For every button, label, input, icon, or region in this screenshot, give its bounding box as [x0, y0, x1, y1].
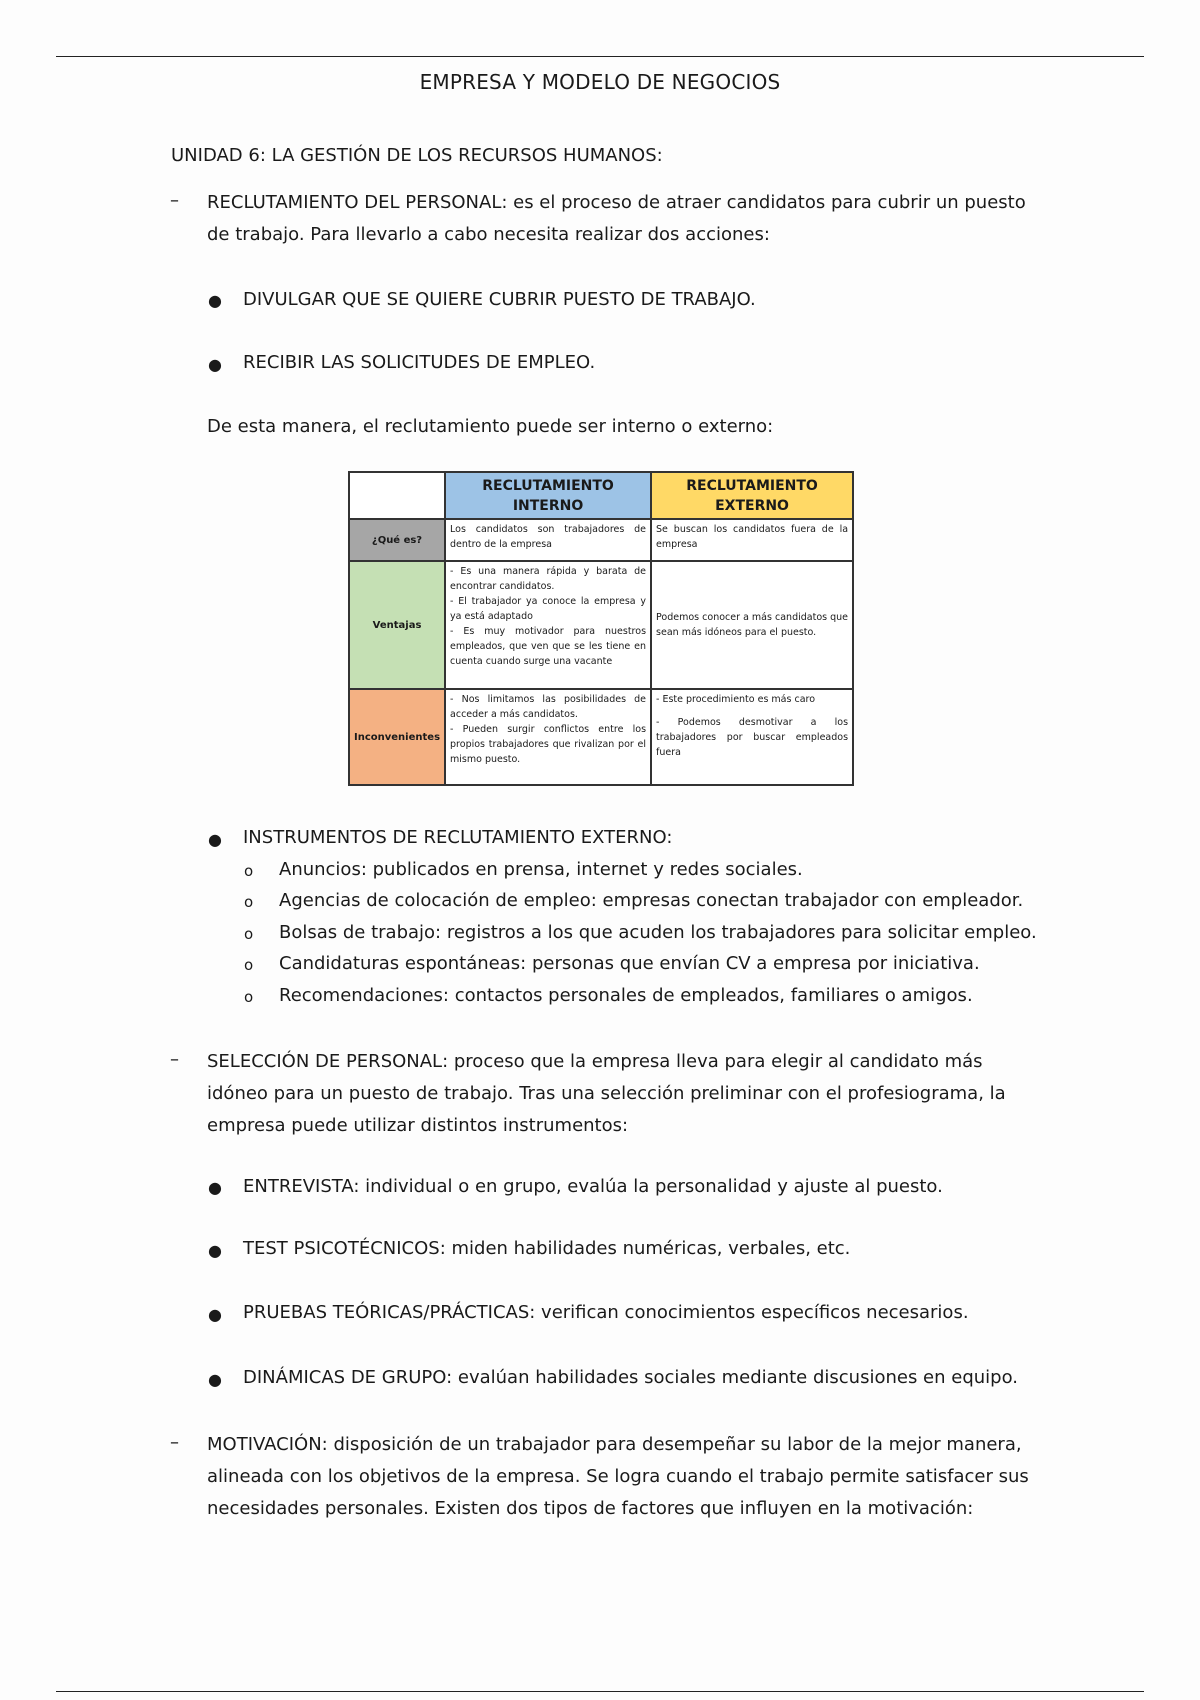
- bullet-icon: ●: [208, 355, 222, 374]
- dash-marker: –: [170, 1049, 179, 1070]
- circle-bullet-icon: o: [244, 925, 254, 943]
- paragraph-line: de trabajo. Para llevarlo a cabo necesita realizar dos acciones:: [207, 224, 770, 245]
- bullet-item: TEST PSICOTÉCNICOS: miden habilidades numéricas, verbales, etc.: [243, 1238, 851, 1259]
- row-label-inconvenientes: Inconvenientes: [349, 689, 445, 785]
- paragraph-line: necesidades personales. Existen dos tipos de factores que influyen en la motivación:: [207, 1498, 974, 1519]
- dash-marker: –: [170, 190, 179, 211]
- cell-line: - Podemos desmotivar a los trabajadores por buscar empleados fuera: [656, 717, 849, 758]
- bullet-icon: ●: [208, 830, 222, 849]
- footer-rule: [56, 1691, 1144, 1692]
- instrument-item: Anuncios: publicados en prensa, internet y redes sociales.: [279, 859, 803, 880]
- instrument-item: Agencias de colocación de empleo: empresas conectan trabajador con empleador.: [279, 890, 1024, 911]
- cell-ventajas-interno: [445, 561, 651, 689]
- cell-line: - Es una manera rápida y barata de encontrar candidatos.: [450, 566, 647, 592]
- bullet-item: PRUEBAS TEÓRICAS/PRÁCTICAS: verifican conocimientos específicos necesarios.: [243, 1302, 969, 1323]
- cell-inconvenientes-interno: [445, 689, 651, 785]
- paragraph-line: MOTIVACIÓN: disposición de un trabajador para desempeñar su labor de la mejor manera,: [207, 1434, 1022, 1455]
- cell-line: Podemos conocer a más candidatos que sean más idóneos para el puesto.: [656, 612, 849, 638]
- bullet-item: ENTREVISTA: individual o en grupo, evalúa la personalidad y ajuste al puesto.: [243, 1176, 943, 1197]
- page-title: EMPRESA Y MODELO DE NEGOCIOS: [419, 70, 781, 94]
- circle-bullet-icon: o: [244, 893, 254, 911]
- cell-line: - Es muy motivador para nuestros empleados, que ven que se les tiene en cuenta cuando surge una vacante: [450, 626, 647, 667]
- motivacion-paragraph: [207, 1429, 1047, 1525]
- recruitment-comparison-table: [348, 471, 854, 786]
- paragraph-line: empresa puede utilizar distintos instrumentos:: [207, 1115, 629, 1136]
- bullet-icon: ●: [208, 1305, 222, 1324]
- circle-bullet-icon: o: [244, 956, 254, 974]
- bullet-icon: ●: [208, 1178, 222, 1197]
- cell-line: - Nos limitamos las posibilidades de acceder a más candidatos.: [450, 694, 647, 720]
- paragraph-line: SELECCIÓN DE PERSONAL: proceso que la empresa lleva para elegir al candidato más: [207, 1051, 983, 1072]
- bullet-item: DINÁMICAS DE GRUPO: evalúan habilidades sociales mediante discusiones en equipo.: [243, 1367, 1019, 1388]
- cell-que-es-externo: [651, 519, 853, 561]
- dash-marker: –: [170, 1432, 179, 1453]
- cell-line: - Pueden surgir conflictos entre los propios trabajadores que rivalizan por el mismo puesto.: [450, 724, 647, 765]
- row-label-que-es: ¿Qué es?: [349, 519, 445, 561]
- cell-line: Se buscan los candidatos fuera de la empresa: [656, 524, 849, 550]
- bullet-icon: ●: [208, 291, 222, 310]
- paragraph-line: alineada con los objetivos de la empresa. Se logra cuando el trabajo permite satisfacer sus: [207, 1466, 1029, 1487]
- cell-que-es-interno: [445, 519, 651, 561]
- instrument-item: Bolsas de trabajo: registros a los que acuden los trabajadores para solicitar empleo.: [279, 922, 1037, 943]
- cell-line: - Este procedimiento es más caro: [656, 694, 816, 705]
- circle-bullet-icon: o: [244, 862, 254, 880]
- cell-inconvenientes-externo: [651, 689, 853, 785]
- reclutamiento-paragraph: [207, 187, 1047, 251]
- bullet-item: DIVULGAR QUE SE QUIERE CUBRIR PUESTO DE TRABAJO.: [243, 289, 756, 310]
- cell-line: - El trabajador ya conoce la empresa y ya está adaptado: [450, 596, 647, 622]
- circle-bullet-icon: o: [244, 988, 254, 1006]
- instrument-item: Candidaturas espontáneas: personas que envían CV a empresa por iniciativa.: [279, 953, 980, 974]
- table-corner: [349, 472, 445, 519]
- paragraph-line: idóneo para un puesto de trabajo. Tras una selección preliminar con el profesiograma, la: [207, 1083, 1006, 1104]
- bullet-icon: ●: [208, 1370, 222, 1389]
- seleccion-paragraph: [207, 1046, 1047, 1142]
- cell-ventajas-externo: [651, 561, 853, 689]
- unit-title: UNIDAD 6: LA GESTIÓN DE LOS RECURSOS HUMANOS:: [171, 145, 663, 166]
- instrumentos-title: INSTRUMENTOS DE RECLUTAMIENTO EXTERNO:: [243, 827, 673, 848]
- bullet-icon: ●: [208, 1241, 222, 1260]
- bullet-item: RECIBIR LAS SOLICITUDES DE EMPLEO.: [243, 352, 596, 373]
- row-label-ventajas: Ventajas: [349, 561, 445, 689]
- cell-line: Los candidatos son trabajadores de dentro de la empresa: [450, 524, 647, 550]
- instrument-item: Recomendaciones: contactos personales de empleados, familiares o amigos.: [279, 985, 973, 1006]
- paragraph-line: RECLUTAMIENTO DEL PERSONAL: es el proceso de atraer candidatos para cubrir un puesto: [207, 192, 1026, 213]
- header-interno: RECLUTAMIENTO INTERNO: [445, 472, 651, 519]
- table-intro: De esta manera, el reclutamiento puede ser interno o externo:: [207, 416, 774, 437]
- header-externo: RECLUTAMIENTO EXTERNO: [651, 472, 853, 519]
- header-rule: [56, 56, 1144, 57]
